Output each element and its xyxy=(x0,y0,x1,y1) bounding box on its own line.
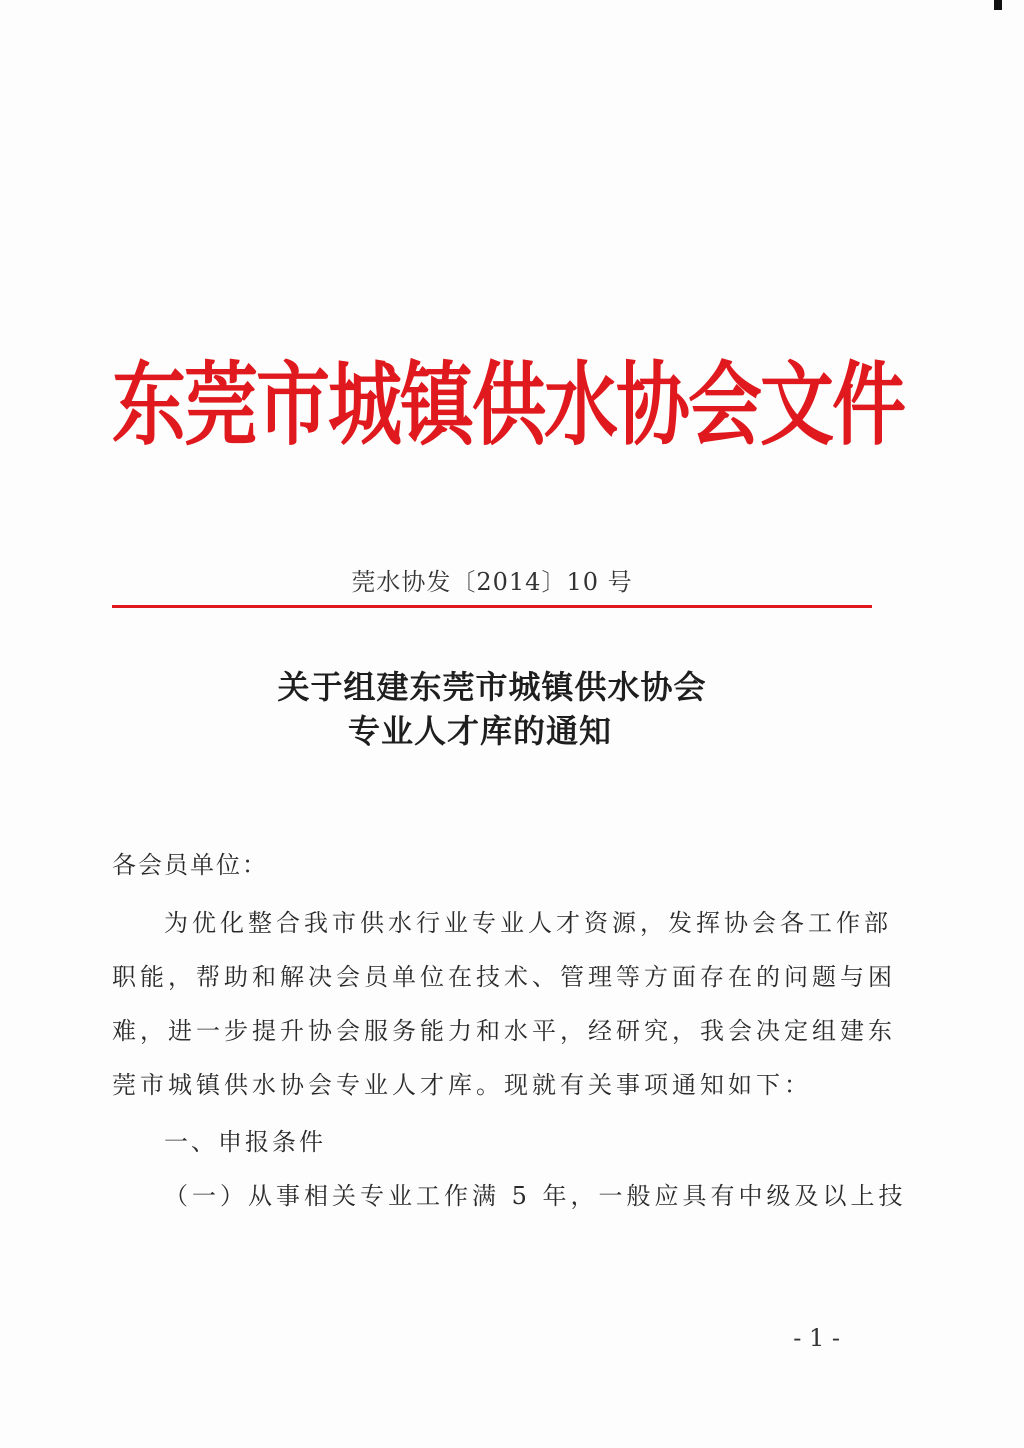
salutation: 各会员单位： xyxy=(112,851,268,879)
paragraph-line: 难，进一步提升协会服务能力和水平，经研究，我会决定组建东 xyxy=(112,1017,896,1045)
organization-masthead: 东莞市城镇供水协会文件 xyxy=(112,353,904,459)
paragraph-line: 职能，帮助和解决会员单位在技术、管理等方面存在的问题与困 xyxy=(112,963,896,991)
page-number: - 1 - xyxy=(793,1324,840,1352)
section-heading: 一、申报条件 xyxy=(164,1128,326,1156)
document-number: 莞水协发〔2014〕10 号 xyxy=(351,568,633,596)
paragraph-line: 莞市城镇供水协会专业人才库。现就有关事项通知如下： xyxy=(112,1071,812,1099)
red-divider-line xyxy=(112,605,872,608)
item-line: （一）从事相关专业工作满 5 年，一般应具有中级及以上技 xyxy=(164,1182,907,1210)
notice-title-line-1: 关于组建东莞市城镇供水协会 xyxy=(277,668,707,706)
scan-corner-mark xyxy=(994,0,1002,10)
notice-title-line-2: 专业人才库的通知 xyxy=(347,712,612,750)
paragraph-line: 为优化整合我市供水行业专业人才资源，发挥协会各工作部 xyxy=(164,909,892,937)
